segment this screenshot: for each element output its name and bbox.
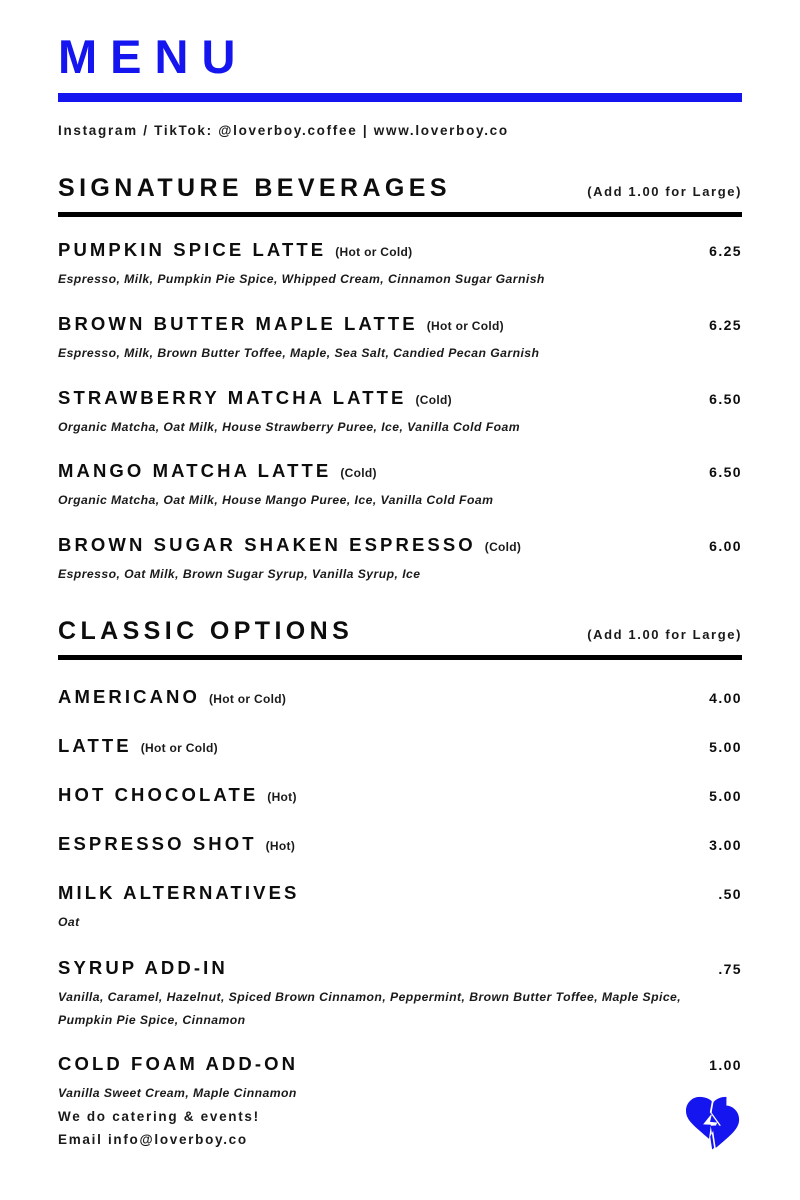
- menu-item-row: [58, 534, 742, 556]
- menu-item-price: 6.50: [709, 464, 742, 481]
- menu-footer: [58, 1094, 742, 1152]
- email-line: Email info@loverboy.co: [58, 1132, 248, 1148]
- broken-heart-icon: [684, 1094, 742, 1152]
- menu-item-name: ESPRESSO SHOT: [58, 832, 257, 854]
- menu-item: [58, 460, 742, 513]
- menu-item-price: 6.25: [709, 316, 742, 333]
- menu-item-price: 3.00: [709, 836, 742, 853]
- section-signature-beverages: [58, 174, 742, 587]
- menu-item-price: 6.50: [709, 390, 742, 407]
- menu-item: [58, 534, 742, 587]
- section-title: SIGNATURE BEVERAGES: [58, 174, 451, 202]
- menu-item-price: 5.00: [709, 738, 742, 755]
- menu-item-temperature: (Hot or Cold): [208, 691, 287, 706]
- menu-item-row: [58, 735, 742, 757]
- menu-item-name: MILK ALTERNATIVES: [58, 881, 300, 903]
- menu-item-row: [58, 686, 742, 708]
- menu-item-name: HOT CHOCOLATE: [58, 783, 259, 805]
- menu-item: [58, 313, 742, 366]
- menu-item-temperature: (Hot or Cold): [426, 318, 504, 333]
- menu-item-temperature: (Hot or Cold): [335, 245, 413, 259]
- menu-item-temperature: (Hot or Cold): [140, 740, 218, 755]
- menu-item-list: [58, 686, 742, 1106]
- menu-item-name: BROWN BUTTER MAPLE LATTE: [58, 312, 418, 334]
- section-classic-options: [58, 617, 742, 1106]
- menu-item-row: [58, 833, 742, 855]
- menu-item-price: 5.00: [709, 787, 742, 804]
- menu-item-description: Vanilla Sweet Cream, Maple Cinnamon: [58, 1086, 297, 1101]
- section-divider: [58, 655, 742, 660]
- menu-item-price: .75: [718, 960, 742, 977]
- menu-item-temperature: (Cold): [415, 392, 452, 407]
- menu-item: [58, 735, 742, 757]
- menu-item-row: [58, 460, 742, 482]
- social-handles: Instagram / TikTok: @loverboy.coffee | www.loverboy.co: [58, 123, 509, 138]
- menu-item-price: 6.25: [709, 243, 742, 259]
- section-note: (Add 1.00 for Large): [587, 184, 742, 199]
- menu-item: [58, 239, 742, 292]
- menu-item-name: PUMPKIN SPICE LATTE: [58, 239, 327, 260]
- menu-item-description: Organic Matcha, Oat Milk, House Mango Puree, Ice, Vanilla Cold Foam: [58, 493, 494, 508]
- menu-item: [58, 686, 742, 708]
- menu-item-list: [58, 239, 742, 587]
- menu-item-description: Espresso, Oat Milk, Brown Sugar Syrup, Vanilla Syrup, Ice: [58, 567, 421, 582]
- menu-item-row: [58, 957, 742, 979]
- menu-item: [58, 882, 742, 935]
- menu-item-description: Vanilla, Caramel, Hazelnut, Spiced Brown Cinnamon, Peppermint, Brown Butter Toffee, Maple Spice, Pumpkin Pie Spice, Cinnamon: [58, 989, 682, 1028]
- menu-item: [58, 784, 742, 806]
- menu-item: [58, 957, 742, 1034]
- menu-item-row: [58, 239, 742, 261]
- section-divider: [58, 212, 742, 217]
- catering-line: We do catering & events!: [58, 1108, 260, 1124]
- menu-item-name: STRAWBERRY MATCHA LATTE: [58, 386, 407, 408]
- menu-item: [58, 833, 742, 855]
- menu-item-price: .50: [718, 885, 742, 902]
- menu-item-name: SYRUP ADD-IN: [58, 956, 228, 978]
- section-header: [58, 174, 742, 203]
- menu-item-description: Organic Matcha, Oat Milk, House Strawberry Puree, Ice, Vanilla Cold Foam: [58, 419, 521, 434]
- menu-item-row: [58, 387, 742, 409]
- menu-item-row: [58, 784, 742, 806]
- page-title: MENU: [58, 30, 249, 83]
- menu-item-name: BROWN SUGAR SHAKEN ESPRESSO: [58, 534, 476, 556]
- menu-item-name: COLD FOAM ADD-ON: [58, 1053, 299, 1075]
- menu-item-description: Espresso, Milk, Pumpkin Pie Spice, Whipped Cream, Cinnamon Sugar Garnish: [58, 272, 545, 286]
- menu-item-row: [58, 313, 742, 335]
- menu-item-description: Espresso, Milk, Brown Butter Toffee, Maple, Sea Salt, Candied Pecan Garnish: [58, 345, 540, 360]
- section-title: CLASSIC OPTIONS: [58, 616, 354, 645]
- menu-item-temperature: (Cold): [484, 540, 522, 555]
- menu-item-price: 6.00: [709, 538, 742, 555]
- menu-item-name: AMERICANO: [58, 685, 200, 707]
- menu-item-temperature: (Cold): [340, 466, 377, 481]
- menu-item-temperature: (Hot): [267, 789, 297, 804]
- menu-item-name: LATTE: [58, 734, 132, 756]
- menu-item-temperature: (Hot): [265, 838, 296, 853]
- section-header: [58, 617, 742, 646]
- section-note: (Add 1.00 for Large): [587, 626, 742, 642]
- menu-item-price: 1.00: [709, 1057, 742, 1074]
- menu-item: [58, 387, 742, 440]
- header-accent-bar: [58, 93, 742, 102]
- menu-item-name: MANGO MATCHA LATTE: [58, 460, 332, 482]
- menu-item-price: 4.00: [709, 689, 742, 706]
- menu-header: [58, 0, 742, 138]
- menu-item-row: [58, 1053, 742, 1075]
- catering-contact: [58, 1105, 260, 1152]
- menu-item-description: Oat: [58, 914, 80, 929]
- menu-item-row: [58, 882, 742, 904]
